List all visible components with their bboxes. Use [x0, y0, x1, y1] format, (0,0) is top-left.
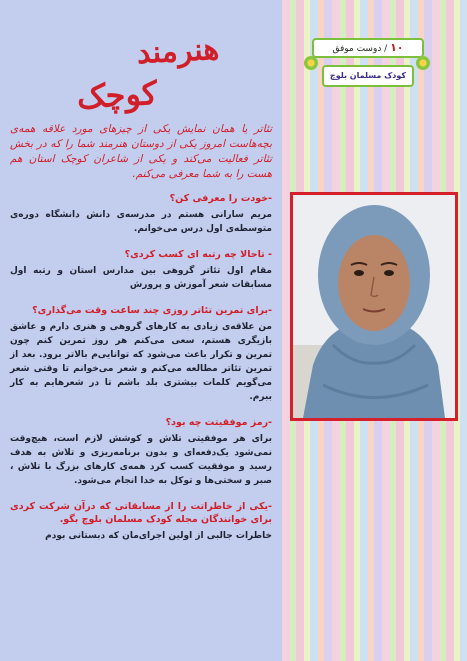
answer-2: مقام اول تئاتر گروهی بین مدارس استان و رتبه اول مسابقات شعر آموزش و پرورش: [10, 266, 272, 290]
portrait-image: [293, 195, 455, 418]
flower-icon: [304, 56, 318, 70]
page-title-line-2: کوچک: [75, 73, 159, 117]
question-1: -خودت را معرفی کن؟: [169, 193, 272, 204]
flower-icon: [416, 56, 430, 70]
magazine-name: کودک مسلمان بلوچ: [322, 65, 414, 87]
section-label: [312, 38, 424, 58]
portrait-photo: [290, 192, 458, 421]
question-5: -یکی از خاطراتت را از مسابقاتی که درآن شرکت کردی برای خوانندگان مجله کودک مسلمان بلوچ بگو.: [10, 501, 272, 525]
article-body: [10, 122, 272, 555]
page-title-line-1: هنرمند: [135, 31, 221, 72]
question-3: -برای تمرین تئاتر روزی چند ساعت وقت می‌گذاری؟: [32, 305, 272, 316]
section-title: / دوست موفق: [332, 44, 388, 54]
answer-3: من علاقه‌ی زیادی به کارهای گروهی و هنری دارم و عاشق بازیگری هستم، سعی می‌کنم هر روز تمرین کنم چون تمرین و تکرار باعث می‌شود که توانایی‌م بالاتر برود. بعد از تمرین تئاتر مطالعه می‌کنم و شعر می‌خوانم تا وقتی شعر می‌گویم کلمات بیشتری بلد باشم تا در شعرهایم به کار ببرم.: [10, 322, 272, 402]
answer-1: مریم سارانی هستم در مدرسه‌ی دانش دانشگاه دوره‌ی متوسطه‌ی اول درس می‌خوانم.: [10, 210, 272, 234]
intro-paragraph: تئاتر یا همان نمایش یکی از چیزهای مورد علاقه همه‌ی بچه‌هاست امروز یکی از دوستان هنرمند شما را که در بخش تئاتر فعالیت می‌کند و یکی از شاعران کوچک استان هم هست را به شما معرفی می‌کنم.: [10, 123, 272, 180]
answer-4: برای هر موفقیتی تلاش و کوشش لازم است، هیچ‌وقت نمی‌شود یک‌دفعه‌ای و بدون برنامه‌ریزی و تلاش به هدف رسید و موفقیت کسب کرد همه‌ی کارهای بزرگ با تلاش ، صبر و سختی‌ها و توکل به خدا انجام می‌شود.: [10, 434, 272, 486]
answer-5: خاطرات جالبی از اولین اجرای‌مان که دبستانی بودم: [45, 531, 272, 541]
question-2: - تاحالا چه رتبه ای کسب کردی؟: [124, 249, 272, 260]
question-4: -رمز موفقیتت چه بود؟: [165, 417, 272, 428]
magazine-badge: [312, 38, 424, 92]
page-number: ۱۰: [390, 41, 404, 54]
